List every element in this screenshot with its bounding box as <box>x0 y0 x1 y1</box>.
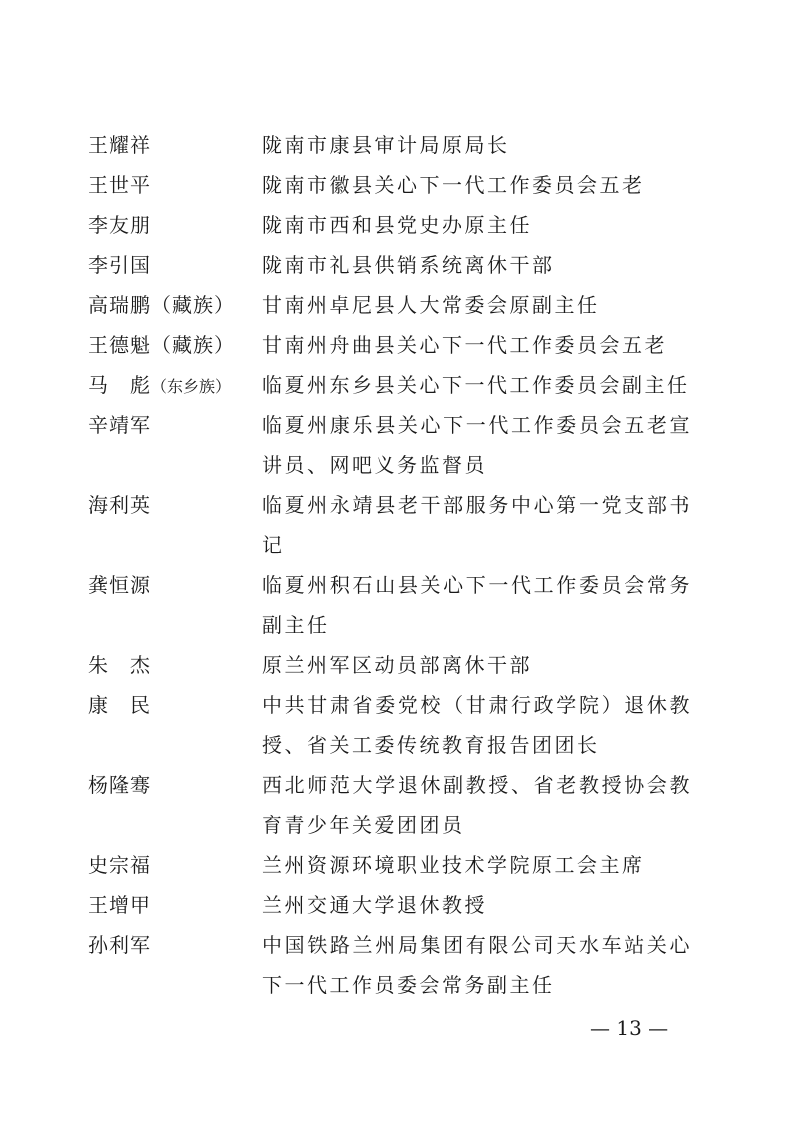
person-title: 陇南市礼县供销系统离休干部 <box>262 253 555 277</box>
person-name: 李引国 <box>88 253 151 277</box>
person-title: 临夏州积石山县关心下一代工作委员会常务副主任 <box>262 573 692 637</box>
person-title: 兰州交通大学退休教授 <box>262 893 487 917</box>
person-title: 中国铁路兰州局集团有限公司天水车站关心下一代工作员委会常务副主任 <box>262 933 692 997</box>
person-title: 中共甘肃省委党校（甘肃行政学院）退休教授、省关工委传统教育报告团团长 <box>262 693 692 757</box>
page-number: — 13 — <box>590 1016 669 1040</box>
person-title: 甘南州舟曲县关心下一代工作委员会五老 <box>262 333 667 357</box>
person-title: 西北师范大学退休副教授、省老教授协会教育青少年关爱团团员 <box>262 773 692 837</box>
person-name: 孙利军 <box>88 933 151 957</box>
person-title: 陇南市康县审计局原局长 <box>262 133 510 157</box>
person-name: 杨隆骞 <box>88 773 151 797</box>
person-name: 王耀祥 <box>88 133 151 157</box>
person-title: 临夏州东乡县关心下一代工作委员会副主任 <box>262 373 690 397</box>
person-title: 陇南市西和县党史办原主任 <box>262 213 532 237</box>
person-title: 陇南市徽县关心下一代工作委员会五老 <box>262 173 645 197</box>
person-name-text: 马 彪 <box>88 373 151 397</box>
person-name: 辛靖军 <box>88 413 151 437</box>
person-title: 原兰州军区动员部离休干部 <box>262 653 532 677</box>
person-name: 朱 杰 <box>88 653 151 677</box>
person-title: 临夏州永靖县老干部服务中心第一党支部书记 <box>262 493 692 557</box>
person-title: 临夏州康乐县关心下一代工作委员会五老宣讲员、网吧义务监督员 <box>262 413 692 477</box>
person-title: 甘南州卓尼县人大常委会原副主任 <box>262 293 600 317</box>
person-name: 龚恒源 <box>88 573 151 597</box>
person-name: 王世平 <box>88 173 151 197</box>
person-name: 王德魁（藏族） <box>88 333 235 357</box>
person-name: 康 民 <box>88 693 151 717</box>
person-name: 王增甲 <box>88 893 151 917</box>
person-name <box>88 365 231 407</box>
person-name: 史宗福 <box>88 853 151 877</box>
person-name: 高瑞鹏（藏族） <box>88 293 235 317</box>
person-name: 海利英 <box>88 493 151 517</box>
ethnicity-note: （东乡族） <box>151 377 232 396</box>
person-name: 李友朋 <box>88 213 151 237</box>
person-title: 兰州资源环境职业技术学院原工会主席 <box>262 853 645 877</box>
